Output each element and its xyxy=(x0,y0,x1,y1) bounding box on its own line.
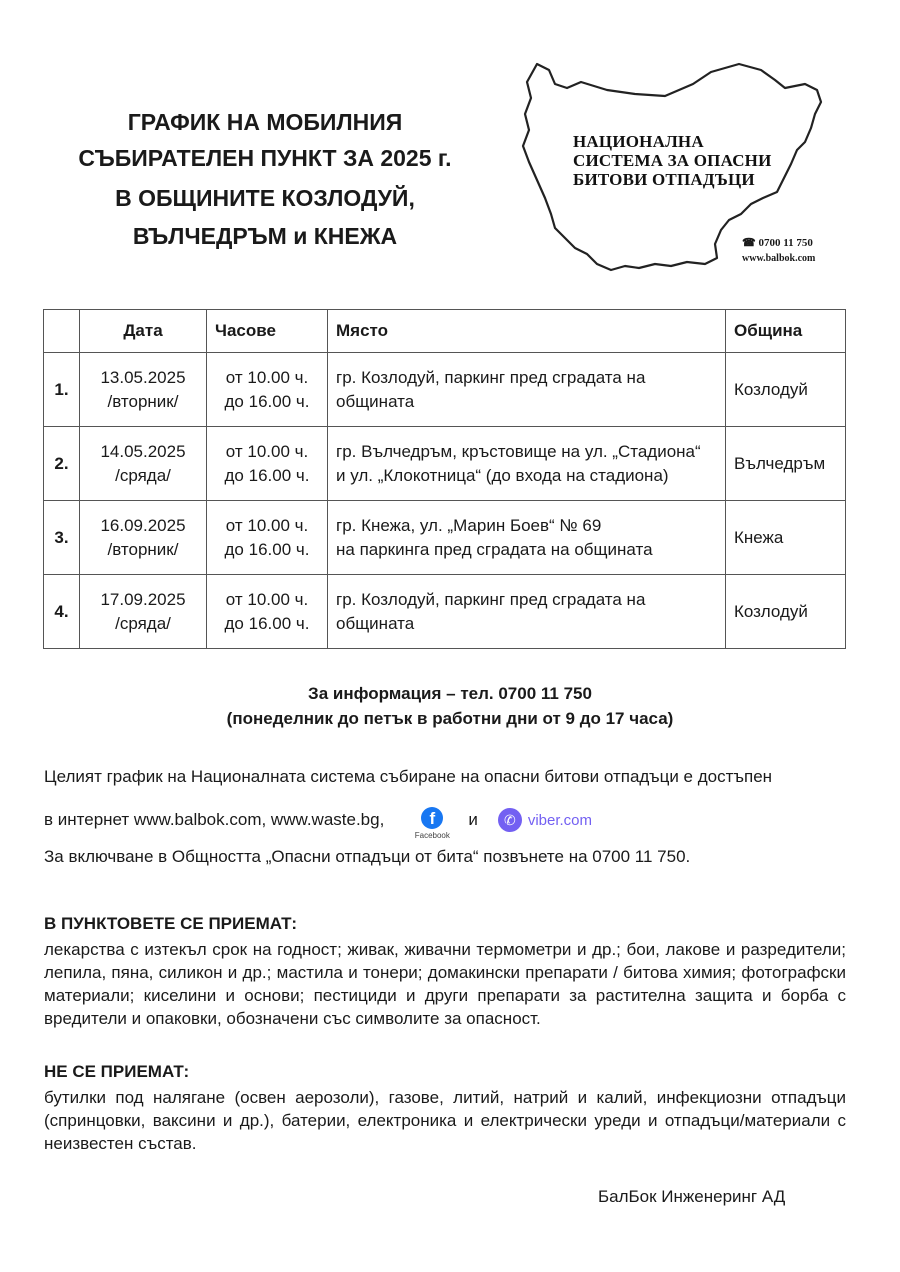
title-line-2: СЪБИРАТЕЛЕН ПУНКТ ЗА 2025 г. xyxy=(78,145,452,171)
header-hours: Часове xyxy=(207,310,328,353)
logo-line-1: НАЦИОНАЛНА xyxy=(573,132,704,151)
not-accepted-body: бутилки под налягане (освен аерозоли), газове, литий, натрий и калий, инфекциозни отпадъци (спринцовки, ваксини и др.), батерии, електроника и електрически уреди и отпадъци/материали с неизвестен състав. xyxy=(44,1088,846,1153)
place-line-1: гр. Кнежа, ул. „Марин Боев“ № 69 xyxy=(336,515,602,535)
hours-from: от 10.00 ч. xyxy=(225,515,309,535)
row-municipality: Козлодуй xyxy=(726,353,846,427)
place-line-1: гр. Козлодуй, паркинг пред сградата на xyxy=(336,589,646,609)
day-value: /вторник/ xyxy=(107,391,179,411)
community-text: За включване в Общността „Опасни отпадъци от бита“ позвънете на 0700 11 750. xyxy=(44,847,691,866)
facebook-link[interactable] xyxy=(404,807,460,840)
page-title xyxy=(60,104,470,252)
table-row xyxy=(44,575,846,649)
row-number: 3. xyxy=(44,501,80,575)
viber-label: viber.com xyxy=(527,811,593,829)
row-place xyxy=(328,575,726,649)
schedule-availability-text: Целият график на Националната система събиране на опасни битови отпадъци е достъпен xyxy=(44,767,773,786)
viber-link[interactable] xyxy=(498,808,592,832)
row-municipality: Кнежа xyxy=(726,501,846,575)
date-value: 13.05.2025 xyxy=(100,367,186,387)
hours-to: до 16.00 ч. xyxy=(224,465,310,485)
row-municipality: Козлодуй xyxy=(726,575,846,649)
row-municipality: Вълчедръм xyxy=(726,427,846,501)
contact-hours-line: (понеделник до петък в работни дни от 9 до 17 часа) xyxy=(226,709,674,728)
row-number: 1. xyxy=(44,353,80,427)
not-accepted-heading: НЕ СЕ ПРИЕМАТ: xyxy=(44,1062,190,1081)
row-date xyxy=(80,575,207,649)
table-row xyxy=(44,427,846,501)
table-row xyxy=(44,353,846,427)
row-date xyxy=(80,427,207,501)
facebook-label: Facebook xyxy=(414,830,450,840)
row-place xyxy=(328,501,726,575)
and-text: и xyxy=(468,810,478,829)
day-value: /сряда/ xyxy=(115,613,171,633)
table-row xyxy=(44,501,846,575)
day-value: /вторник/ xyxy=(107,539,179,559)
hours-from: от 10.00 ч. xyxy=(225,367,309,387)
day-value: /сряда/ xyxy=(115,465,171,485)
row-date xyxy=(80,501,207,575)
signature: БалБок Инженеринг АД xyxy=(598,1187,786,1206)
accepted-heading: В ПУНКТОВЕТЕ СЕ ПРИЕМАТ: xyxy=(44,914,297,933)
logo-phone: ☎ 0700 11 750 xyxy=(742,237,813,249)
schedule-table xyxy=(43,309,846,649)
websites-text: в интернет www.balbok.com, www.waste.bg, xyxy=(44,810,385,829)
row-hours xyxy=(207,427,328,501)
hours-to: до 16.00 ч. xyxy=(224,539,310,559)
header-place: Място xyxy=(328,310,726,353)
place-line-2: общината xyxy=(336,613,415,633)
contact-phone-line: За информация – тел. 0700 11 750 xyxy=(308,684,592,703)
logo-text xyxy=(573,132,772,189)
table-header-row xyxy=(44,310,846,353)
row-place xyxy=(328,427,726,501)
place-line-1: гр. Вълчедръм, кръстовище на ул. „Стадиона“ xyxy=(336,441,701,461)
place-line-2: общината xyxy=(336,391,415,411)
hours-from: от 10.00 ч. xyxy=(225,441,309,461)
row-number: 4. xyxy=(44,575,80,649)
row-hours xyxy=(207,501,328,575)
place-line-2: и ул. „Клокотница“ (до входа на стадиона) xyxy=(336,465,669,485)
contact-info xyxy=(0,681,900,731)
title-line-4: ВЪЛЧЕДРЪМ и КНЕЖА xyxy=(132,223,398,249)
row-hours xyxy=(207,575,328,649)
hours-to: до 16.00 ч. xyxy=(224,613,310,633)
row-number: 2. xyxy=(44,427,80,501)
schedule-links-line xyxy=(44,802,592,838)
date-value: 17.09.2025 xyxy=(100,589,186,609)
date-value: 16.09.2025 xyxy=(100,515,186,535)
viber-icon: ✆ xyxy=(498,808,522,832)
row-hours xyxy=(207,353,328,427)
hours-to: до 16.00 ч. xyxy=(224,391,310,411)
logo-website: www.balbok.com xyxy=(742,253,816,264)
row-place xyxy=(328,353,726,427)
row-date xyxy=(80,353,207,427)
header-municipality: Община xyxy=(726,310,846,353)
title-line-3: В ОБЩИНИТЕ КОЗЛОДУЙ, xyxy=(115,185,415,211)
logo-line-2: СИСТЕМА ЗА ОПАСНИ xyxy=(573,151,772,170)
hours-from: от 10.00 ч. xyxy=(225,589,309,609)
header-num xyxy=(44,310,80,353)
place-line-2: на паркинга пред сградата на общината xyxy=(336,539,653,559)
accepted-body: лекарства с изтекъл срок на годност; живак, живачни термометри и др.; бои, лакове и разредители; лепила, пяна, силикон и др.; мастила и тонери; домакински препарати / битова химия; фотографски материали; киселини и основи; пестициди и други препарати за растителна защита и борба с вредители и опаковки, обозначени със символите за опасност. xyxy=(44,940,846,1028)
place-line-1: гр. Козлодуй, паркинг пред сградата на xyxy=(336,367,646,387)
facebook-icon: f xyxy=(421,807,443,829)
date-value: 14.05.2025 xyxy=(100,441,186,461)
nsov-logo xyxy=(515,58,850,276)
logo-line-3: БИТОВИ ОТПАДЪЦИ xyxy=(573,170,755,189)
title-line-1: ГРАФИК НА МОБИЛНИЯ xyxy=(127,109,403,135)
header-date: Дата xyxy=(80,310,207,353)
